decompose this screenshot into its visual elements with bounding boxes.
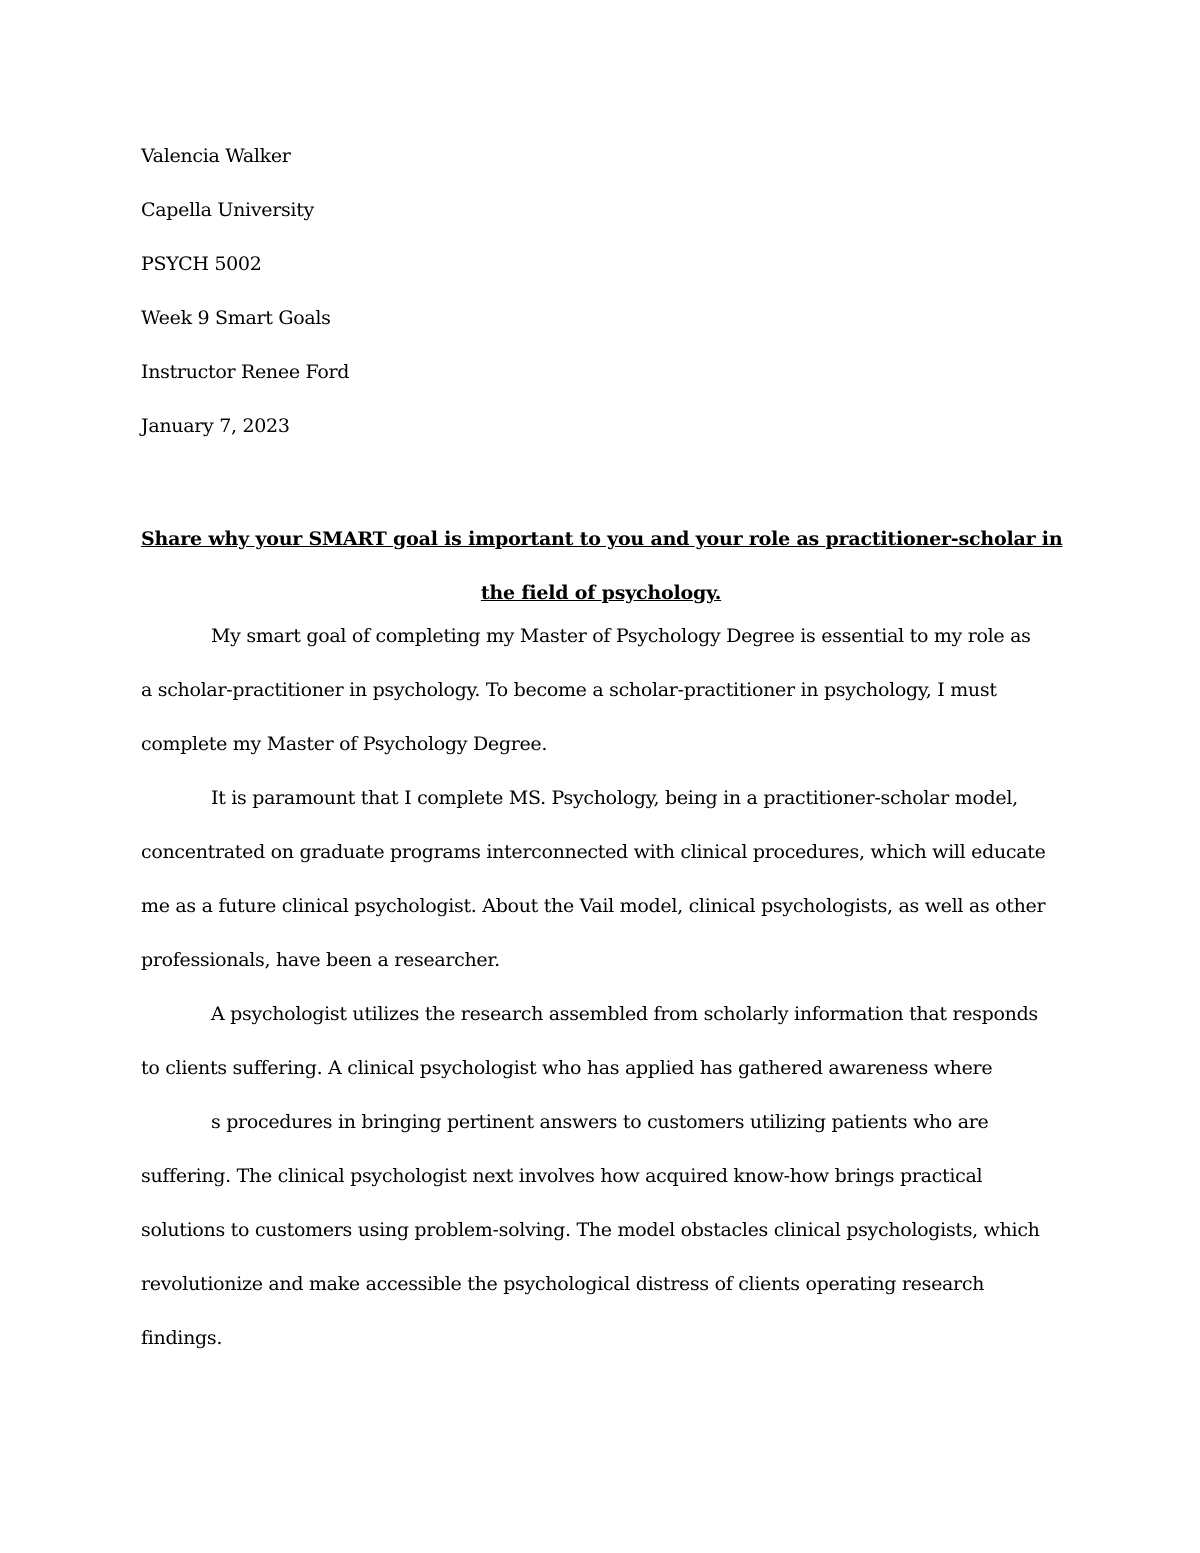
- body-line: complete my Master of Psychology Degree.: [141, 733, 548, 755]
- author-name: Valencia Walker: [141, 145, 291, 167]
- page-title: [141, 512, 1061, 620]
- body-line: me as a future clinical psychologist. About the Vail model, clinical psychologists, as well as other: [141, 895, 1046, 917]
- body-line: suffering. The clinical psychologist next involves how acquired know-how brings practical: [141, 1165, 983, 1187]
- body-line: findings.: [141, 1327, 223, 1349]
- body-line: A psychologist utilizes the research assembled from scholarly information that responds: [211, 1003, 1038, 1025]
- document-content: [141, 140, 1061, 1376]
- body-line: concentrated on graduate programs interconnected with clinical procedures, which will educate: [141, 841, 1046, 863]
- body-line: a scholar-practitioner in psychology. To become a scholar-practitioner in psychology, I must: [141, 679, 997, 701]
- body-line: to clients suffering. A clinical psychologist who has applied has gathered awareness where: [141, 1057, 993, 1079]
- body-line: solutions to customers using problem-solving. The model obstacles clinical psychologists, which: [141, 1219, 1040, 1241]
- course-code: PSYCH 5002: [141, 253, 262, 275]
- institution-name: Capella University: [141, 199, 314, 221]
- header-spacer: [141, 464, 1061, 512]
- body-line: s procedures in bringing pertinent answers to customers utilizing patients who are: [211, 1111, 989, 1133]
- assignment-name: Week 9 Smart Goals: [141, 307, 331, 329]
- title-line-2: the field of psychology.: [480, 582, 722, 604]
- title-line-1: Share why your SMART goal is important to you and your role as practitioner-scholar in: [141, 528, 1063, 550]
- body-line: revolutionize and make accessible the psychological distress of clients operating research: [141, 1273, 985, 1295]
- body-line: professionals, have been a researcher.: [141, 949, 500, 971]
- instructor-name: Instructor Renee Ford: [141, 361, 350, 383]
- body-line: It is paramount that I complete MS. Psychology, being in a practitioner-scholar model,: [211, 787, 1018, 809]
- body-line: My smart goal of completing my Master of Psychology Degree is essential to my role as: [211, 625, 1031, 647]
- document-date: January 7, 2023: [141, 415, 290, 437]
